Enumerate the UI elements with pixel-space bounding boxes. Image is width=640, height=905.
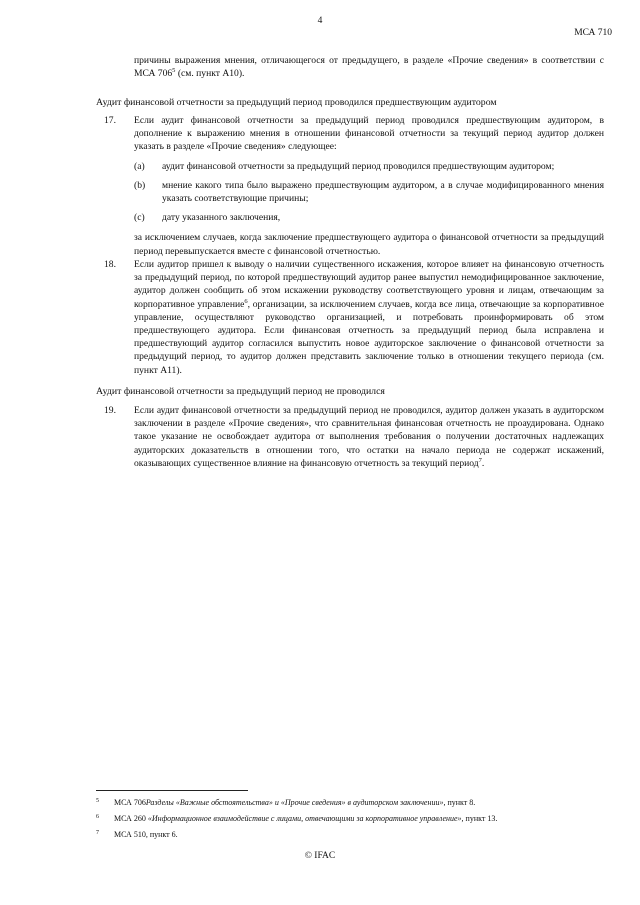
- footnote-prefix: МСА 706: [114, 798, 146, 807]
- footnote-suffix: , пункт 8.: [443, 798, 476, 807]
- paragraph-17: [96, 114, 604, 258]
- footnote-text: [114, 798, 606, 808]
- footnote-title: «Информационное взаимодействие с лицами, отвечающими за корпоративное управление»: [147, 814, 462, 823]
- paragraph-text: Если аудит финансовой отчетности за предыдущий период проводился предшествующим аудитором, в дополнение к выражению мнения в отношении финансовой отчетности за текущий период аудитор должен указать в разделе «Прочие сведения» следующее:: [134, 115, 604, 153]
- footnote-5: [96, 798, 606, 808]
- footnote-ref-7: 7: [478, 456, 482, 464]
- paragraph-text: [134, 404, 604, 470]
- section-heading-previous-auditor: Аудит финансовой отчетности за предыдущий период проводился предшествующим аудитором: [96, 97, 497, 108]
- document-code: МСА 710: [574, 28, 612, 38]
- list-item: [134, 211, 604, 224]
- footnote-text: [114, 814, 606, 824]
- list-item-text: мнение какого типа было выражено предшествующим аудитором, а в случае модифицированного мнения указать соответствующие причины;: [162, 179, 604, 205]
- footnote-divider: [96, 790, 248, 791]
- paragraph-text-tail: .: [481, 457, 485, 469]
- paragraph-number: 18.: [104, 259, 116, 270]
- list-item-text: дату указанного заключения,: [162, 212, 281, 224]
- copyright-footer: © IFAC: [304, 851, 336, 861]
- intro-tail: (см. пункт A10).: [175, 68, 245, 80]
- paragraph-text: [134, 258, 604, 377]
- paragraph-19: [96, 404, 604, 470]
- list-item: [134, 179, 604, 205]
- footnote-mark: 6: [96, 814, 99, 820]
- list-item-letter: (a): [134, 160, 145, 172]
- intro-text: причины выражения мнения, отличающегося от предыдущего, в разделе «Прочие сведения» в соответствии с МСА 706: [134, 55, 604, 80]
- footnote-title: Разделы «Важные обстоятельства» и «Прочие сведения» в аудиторском заключении»: [145, 798, 444, 807]
- paragraph-text-part-b: , организации, за исключением случаев, когда все лица, отвечающие за корпоративное управление, осуществляют руководство организацией, и потребовать проинформировать об этом предшествующего аудитора. Если финансовая отчетность за предыдущий период была исправлена и предшествующий аудитор согласился выпустить новое аудиторское заключение о финансовой отчетности за предыдущий период, то аудитор должен представить заключение только в отношении текущего периода (см. пункт A11).: [134, 298, 604, 376]
- paragraph-text-main: Если аудит финансовой отчетности за предыдущий период не проводился, аудитор должен указать в аудиторском заключении в разделе «Прочие сведения», что сравнительная финансовая отчетность не проаудирована. Однако такое указание не освобождает аудитора от выполнения требования о получении достаточных надлежащих аудиторских доказательств в отношении того, что остатки на начало периода не содержат искажений, оказывающих существенное влияние на финансовую отчетность за текущий период: [134, 405, 604, 469]
- footnote-suffix: , пункт 13.: [461, 814, 498, 823]
- footnote-prefix: МСА 510, пункт 6.: [114, 830, 178, 839]
- footnote-text: [114, 830, 606, 840]
- paragraph-number: 17.: [104, 115, 116, 126]
- section-heading-no-audit: Аудит финансовой отчетности за предыдущий период не проводился: [96, 386, 385, 397]
- intro-continuation: [134, 54, 604, 80]
- footnote-7: [96, 830, 606, 840]
- footnote-6: [96, 814, 606, 824]
- footnote-mark: 7: [96, 830, 99, 836]
- list-item: [134, 160, 604, 173]
- footnote-mark: 5: [96, 798, 99, 804]
- list-item-letter: (b): [134, 179, 146, 191]
- list-item-text: аудит финансовой отчетности за предыдущий период проводился предшествующим аудитором;: [162, 160, 555, 172]
- footnote-ref-5: 5: [172, 67, 176, 75]
- footnote-ref-6: 6: [244, 297, 248, 305]
- footnote-prefix: МСА 260: [114, 814, 148, 823]
- paragraph-closing-text: за исключением случаев, когда заключение предшествующего аудитора о финансовой отчетности за предыдущий период перевыпускается вместе с финансовой отчетностью.: [134, 232, 604, 257]
- paragraph-number: 19.: [104, 405, 116, 416]
- paragraph-18: [96, 258, 604, 377]
- footnotes: [96, 798, 606, 846]
- paragraph-text-part-a: Если аудитор пришел к выводу о наличии существенного искажения, которое влияет на финансовую отчетность за предыдущий период, по которой предшествующий аудитор ранее выпустил немодифицированное заключение, аудитор должен сообщить об этом искажении руководству соответствующего уровня и лицам, отвечающим за корпоративное управление: [134, 259, 604, 310]
- list-item-letter: (c): [134, 212, 145, 224]
- page-number: 4: [317, 16, 323, 26]
